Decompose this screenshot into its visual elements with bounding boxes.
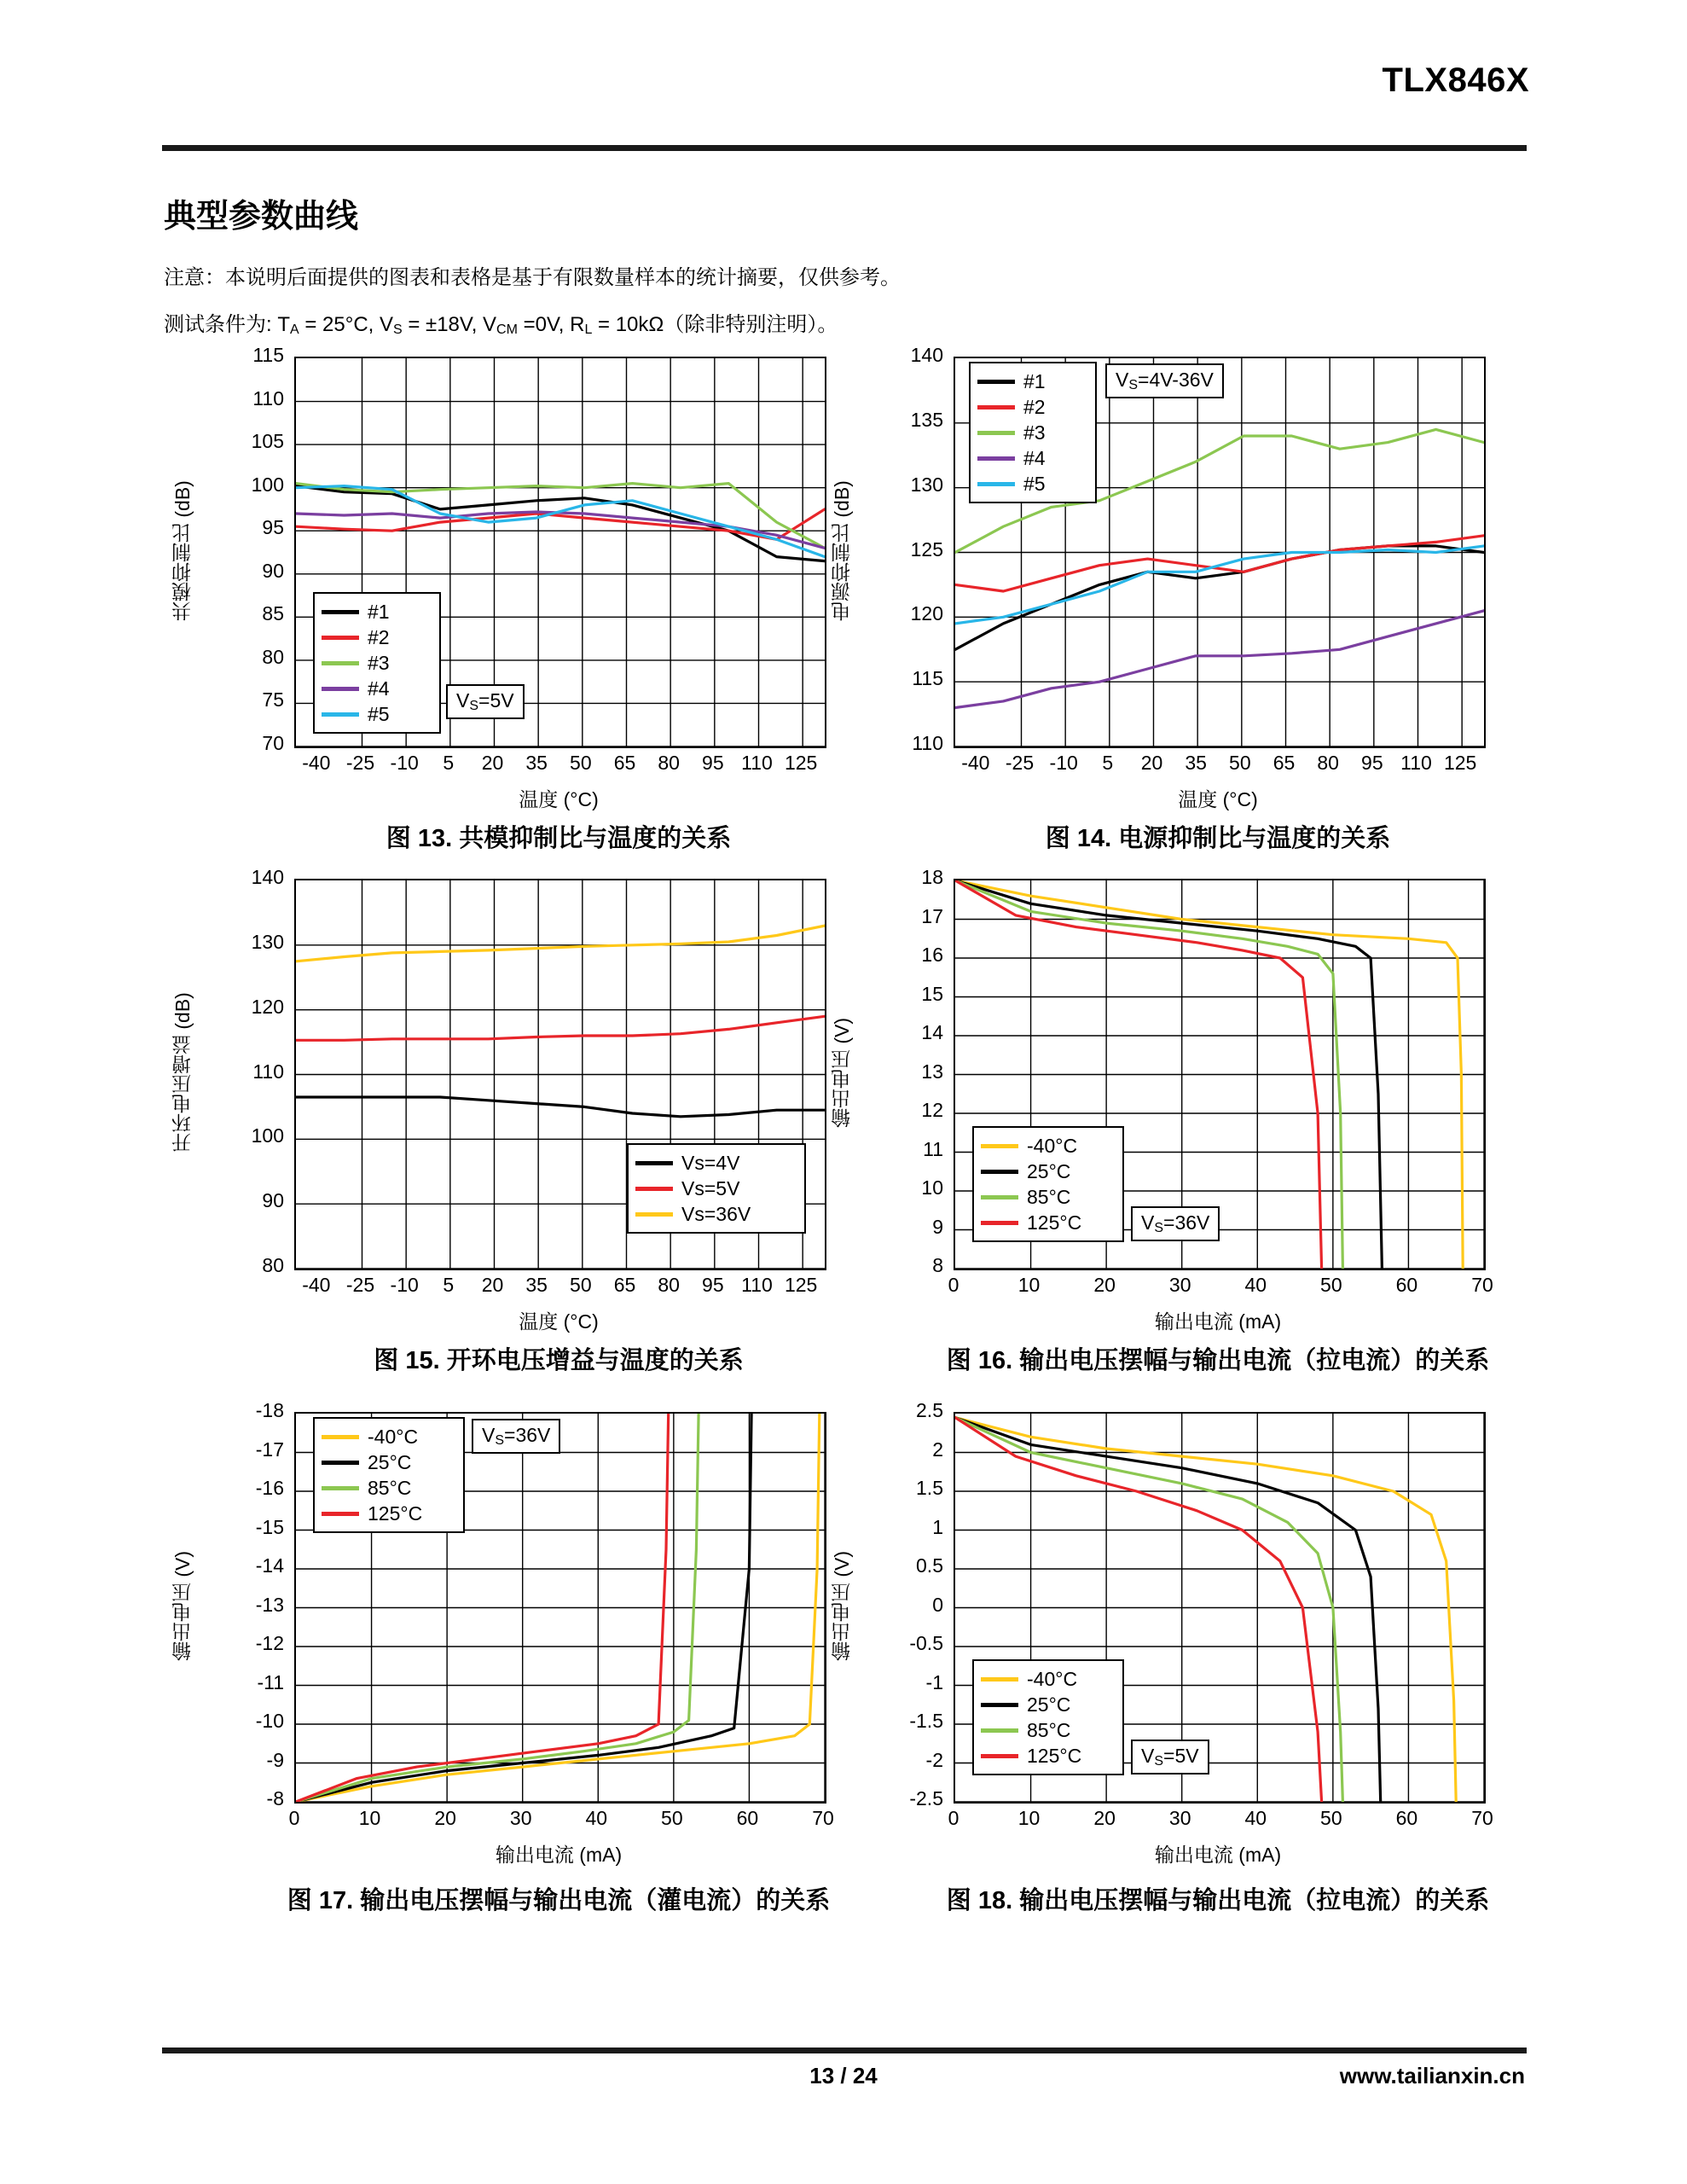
legend-fig17 xyxy=(313,1417,465,1533)
legend-label: Vs=36V xyxy=(681,1202,751,1225)
legend-swatch xyxy=(635,1161,673,1165)
legend-swatch xyxy=(977,380,1015,384)
x-tick: 50 xyxy=(570,1274,592,1296)
y-tick: 130 xyxy=(910,473,943,496)
legend-label: #3 xyxy=(1023,421,1046,444)
header-divider xyxy=(162,145,1527,151)
legend-fig16 xyxy=(972,1126,1124,1242)
legend-item xyxy=(635,1176,796,1201)
legend-swatch xyxy=(322,1512,359,1516)
legend-swatch xyxy=(635,1212,673,1217)
legend-item xyxy=(981,1717,1114,1743)
legend-swatch xyxy=(977,482,1015,486)
note-line-2: 测试条件为: TA = 25°C, VS = ±18V, VCM =0V, RL = 10kΩ（除非特别注明）。 xyxy=(164,313,838,337)
legend-item xyxy=(977,394,1087,420)
condition-tag: VS=36V xyxy=(1131,1206,1220,1241)
legend-label: 85°C xyxy=(1027,1185,1071,1208)
legend-fig15 xyxy=(627,1143,806,1234)
legend-item xyxy=(635,1201,796,1227)
legend-label: #3 xyxy=(368,651,390,674)
x-tick: 65 xyxy=(613,1274,636,1296)
y-tick: 0.5 xyxy=(916,1554,943,1577)
legend-swatch xyxy=(322,712,359,717)
legend-swatch xyxy=(981,1754,1018,1758)
y-tick: -16 xyxy=(255,1477,284,1499)
x-tick: 80 xyxy=(658,752,680,774)
x-tick: 80 xyxy=(1317,752,1339,774)
y-tick: 100 xyxy=(251,1124,284,1147)
y-tick: -8 xyxy=(266,1787,284,1809)
y-tick: 105 xyxy=(251,430,284,453)
figure-caption: 图 16. 输出电压摆幅与输出电流（拉电流）的关系 xyxy=(946,1347,1490,1374)
legend-item xyxy=(322,624,431,650)
x-tick: -25 xyxy=(1005,752,1035,774)
x-tick: 125 xyxy=(1443,752,1477,774)
legend-label: #4 xyxy=(368,677,390,700)
x-tick: 10 xyxy=(358,1807,381,1829)
y-tick: -15 xyxy=(255,1515,284,1538)
figure-caption: 图 14. 电源抑制比与温度的关系 xyxy=(1045,825,1391,852)
legend-item xyxy=(981,1210,1114,1235)
y-axis-label: 共模抑制比 (dB) xyxy=(171,480,194,621)
x-axis-label: 输出电流 (mA) xyxy=(1154,1844,1282,1866)
legend-item xyxy=(977,420,1087,445)
x-tick: 5 xyxy=(1102,752,1114,774)
figure-caption: 图 15. 开环电压增益与温度的关系 xyxy=(374,1347,744,1374)
footer-page-number: 13 / 24 xyxy=(809,2063,878,2088)
legend-label: 85°C xyxy=(1027,1718,1071,1741)
legend-swatch xyxy=(322,687,359,691)
x-tick: 20 xyxy=(434,1807,456,1829)
y-tick: 90 xyxy=(262,1189,284,1212)
legend-label: Vs=5V xyxy=(681,1176,740,1199)
legend-label: 125°C xyxy=(368,1502,423,1525)
x-tick: 65 xyxy=(613,752,636,774)
condition-tag: VS=36V xyxy=(472,1419,560,1454)
y-tick: 16 xyxy=(921,944,943,966)
x-tick: 0 xyxy=(948,1807,959,1829)
y-tick: 17 xyxy=(921,904,943,927)
x-tick: 70 xyxy=(812,1807,834,1829)
y-tick: 15 xyxy=(921,982,943,1005)
legend-label: #4 xyxy=(1023,446,1046,469)
x-tick: 95 xyxy=(702,1274,724,1296)
legend-item xyxy=(977,471,1087,497)
legend-item xyxy=(981,1133,1114,1159)
x-tick: 60 xyxy=(1395,1274,1418,1296)
legend-label: #2 xyxy=(368,625,390,648)
y-tick: 125 xyxy=(910,537,943,561)
legend-swatch xyxy=(322,1461,359,1465)
y-tick: 115 xyxy=(252,344,284,366)
legend-swatch xyxy=(981,1144,1018,1148)
x-tick: 50 xyxy=(1320,1274,1342,1296)
y-tick: -18 xyxy=(255,1399,284,1421)
x-tick: -40 xyxy=(961,752,990,774)
y-tick: 95 xyxy=(262,516,284,539)
x-tick: 30 xyxy=(509,1807,532,1829)
y-tick: 14 xyxy=(921,1021,943,1043)
x-tick: -10 xyxy=(390,752,419,774)
legend-label: 125°C xyxy=(1027,1211,1082,1234)
x-tick: 40 xyxy=(585,1807,608,1829)
y-tick: 1.5 xyxy=(916,1477,943,1499)
y-axis-label: 输出电压 (V) xyxy=(831,1017,853,1129)
x-tick: 20 xyxy=(481,752,504,774)
y-tick: 13 xyxy=(921,1060,943,1083)
x-tick: 5 xyxy=(443,752,455,774)
legend-item xyxy=(322,1501,455,1526)
legend-swatch xyxy=(322,610,359,614)
legend-label: 25°C xyxy=(1027,1693,1071,1716)
x-axis-label: 温度 (°C) xyxy=(519,788,599,810)
x-tick: -10 xyxy=(1049,752,1078,774)
x-tick: 40 xyxy=(1244,1274,1267,1296)
section-title: 典型参数曲线 xyxy=(164,199,359,235)
y-tick: 80 xyxy=(262,1254,284,1276)
x-tick: 40 xyxy=(1244,1807,1267,1829)
legend-swatch xyxy=(977,431,1015,435)
x-tick: -10 xyxy=(390,1274,419,1296)
x-tick: 5 xyxy=(443,1274,455,1296)
y-tick: -0.5 xyxy=(909,1632,943,1654)
y-tick: 115 xyxy=(912,667,943,690)
note-line-1: 注意：本说明后面提供的图表和表格是基于有限数量样本的统计摘要，仅供参考。 xyxy=(164,266,901,289)
legend-item xyxy=(635,1150,796,1176)
legend-label: #5 xyxy=(368,702,390,725)
legend-swatch xyxy=(322,661,359,665)
legend-item xyxy=(322,1475,455,1501)
x-tick: 65 xyxy=(1272,752,1296,774)
y-axis-label: 输出电压 (V) xyxy=(831,1550,853,1662)
x-tick: 50 xyxy=(570,752,592,774)
x-tick: 95 xyxy=(702,752,724,774)
x-tick: 125 xyxy=(784,1274,818,1296)
y-tick: 135 xyxy=(910,408,943,431)
series-#2 xyxy=(955,536,1484,591)
x-tick: -40 xyxy=(302,752,331,774)
condition-tag: VS=5V xyxy=(446,684,525,719)
x-axis-label: 温度 (°C) xyxy=(519,1310,599,1333)
y-tick: 90 xyxy=(262,559,284,582)
x-tick: 35 xyxy=(1185,752,1207,774)
y-axis-label: 电源抑制比 (dB) xyxy=(831,480,853,621)
legend-item xyxy=(322,701,431,727)
legend-swatch xyxy=(322,636,359,640)
series-#4 xyxy=(955,611,1484,708)
legend-swatch xyxy=(322,1486,359,1490)
x-tick: 35 xyxy=(525,752,548,774)
legend-swatch xyxy=(977,405,1015,410)
x-tick: 20 xyxy=(481,1274,504,1296)
figure-caption: 图 18. 输出电压摆幅与输出电流（拉电流）的关系 xyxy=(946,1887,1490,1914)
x-tick: 0 xyxy=(288,1807,300,1829)
y-tick: -2.5 xyxy=(909,1787,943,1809)
y-tick: 140 xyxy=(910,344,943,366)
x-tick: 10 xyxy=(1017,1807,1041,1829)
figure-caption: 图 13. 共模抑制比与温度的关系 xyxy=(386,825,732,852)
x-tick: 110 xyxy=(1400,752,1432,774)
legend-item xyxy=(322,676,431,701)
legend-label: #2 xyxy=(1023,395,1046,418)
legend-swatch xyxy=(981,1195,1018,1199)
x-tick: 110 xyxy=(741,752,773,774)
y-tick: 2.5 xyxy=(916,1399,943,1421)
legend-swatch xyxy=(322,1435,359,1439)
y-tick: 110 xyxy=(252,1060,284,1083)
y-tick: -11 xyxy=(257,1670,284,1693)
y-tick: 11 xyxy=(923,1137,943,1160)
y-axis-label: 开环电压增益 (dB) xyxy=(171,992,194,1153)
y-tick: -12 xyxy=(255,1632,284,1654)
y-tick: -1 xyxy=(925,1670,943,1693)
x-tick: -25 xyxy=(345,1274,375,1296)
condition-tag: VS=5V xyxy=(1131,1740,1209,1774)
y-tick: 110 xyxy=(252,386,284,410)
legend-label: 25°C xyxy=(368,1450,412,1473)
y-tick: 75 xyxy=(262,688,284,712)
x-tick: 110 xyxy=(741,1274,773,1296)
y-tick: 18 xyxy=(921,866,943,888)
series-Vs=4V xyxy=(296,1097,825,1117)
y-tick: -10 xyxy=(255,1710,284,1732)
series-Vs=5V xyxy=(296,1016,825,1040)
x-tick: 60 xyxy=(1395,1807,1418,1829)
x-tick: 30 xyxy=(1168,1274,1191,1296)
legend-item xyxy=(322,1449,455,1475)
y-tick: 8 xyxy=(932,1254,943,1276)
series-Vs=36V xyxy=(296,926,825,961)
y-tick: 70 xyxy=(262,732,284,754)
x-tick: 0 xyxy=(948,1274,959,1296)
legend-item xyxy=(981,1184,1114,1210)
y-tick: 12 xyxy=(921,1099,943,1121)
legend-label: -40°C xyxy=(368,1425,419,1448)
legend-item xyxy=(977,369,1087,394)
legend-label: -40°C xyxy=(1027,1134,1078,1157)
legend-item xyxy=(322,599,431,624)
x-tick: 125 xyxy=(784,752,818,774)
x-axis-label: 输出电流 (mA) xyxy=(495,1844,623,1866)
y-tick: 140 xyxy=(251,866,284,888)
x-tick: 70 xyxy=(1471,1274,1493,1296)
x-tick: 50 xyxy=(661,1807,683,1829)
legend-swatch xyxy=(981,1677,1018,1682)
x-axis-label: 输出电流 (mA) xyxy=(1154,1310,1282,1333)
legend-swatch xyxy=(981,1221,1018,1225)
legend-label: 125°C xyxy=(1027,1744,1082,1767)
y-tick: 100 xyxy=(251,473,284,496)
x-tick: 20 xyxy=(1093,1807,1116,1829)
y-tick: 130 xyxy=(251,930,284,953)
legend-label: 85°C xyxy=(368,1476,412,1499)
legend-label: #1 xyxy=(368,600,390,623)
y-tick: -2 xyxy=(925,1748,943,1771)
legend-swatch xyxy=(977,456,1015,461)
legend-swatch xyxy=(635,1187,673,1191)
x-tick: 80 xyxy=(658,1274,680,1296)
legend-label: #1 xyxy=(1023,369,1046,392)
legend-fig14 xyxy=(969,362,1097,503)
condition-tag: VS=4V-36V xyxy=(1105,363,1224,398)
legend-item xyxy=(981,1159,1114,1184)
footer-divider xyxy=(162,2048,1527,2053)
y-tick: 80 xyxy=(262,645,284,668)
x-tick: 20 xyxy=(1093,1274,1116,1296)
y-tick: 120 xyxy=(910,602,943,625)
x-tick: 30 xyxy=(1168,1807,1191,1829)
y-tick: 1 xyxy=(932,1515,943,1538)
y-tick: 85 xyxy=(262,602,284,625)
y-tick: 9 xyxy=(932,1215,943,1238)
x-tick: 10 xyxy=(1017,1274,1041,1296)
y-axis-label: 输出电压 (V) xyxy=(171,1550,194,1662)
legend-item xyxy=(322,1424,455,1449)
legend-label: -40°C xyxy=(1027,1667,1078,1690)
x-tick: -40 xyxy=(302,1274,331,1296)
y-tick: -1.5 xyxy=(909,1710,943,1732)
legend-swatch xyxy=(981,1703,1018,1707)
y-tick: 10 xyxy=(921,1176,943,1199)
x-tick: 70 xyxy=(1471,1807,1493,1829)
page-header-part: TLX846X xyxy=(1382,61,1529,99)
y-tick: 120 xyxy=(251,995,284,1018)
legend-fig18 xyxy=(972,1659,1124,1775)
x-tick: 50 xyxy=(1320,1807,1342,1829)
legend-item xyxy=(322,650,431,676)
x-tick: -25 xyxy=(345,752,375,774)
figure-caption: 图 17. 输出电压摆幅与输出电流（灌电流）的关系 xyxy=(287,1887,831,1914)
legend-fig13 xyxy=(313,592,441,734)
x-axis-label: 温度 (°C) xyxy=(1178,788,1258,810)
legend-item xyxy=(981,1666,1114,1692)
legend-label: 25°C xyxy=(1027,1159,1071,1182)
y-tick: 0 xyxy=(932,1593,943,1616)
legend-item xyxy=(981,1692,1114,1717)
legend-item xyxy=(977,445,1087,471)
x-tick: 95 xyxy=(1361,752,1383,774)
footer-website: www.tailianxin.cn xyxy=(1339,2063,1525,2088)
x-tick: 50 xyxy=(1229,752,1251,774)
legend-item xyxy=(981,1743,1114,1769)
y-tick: -17 xyxy=(255,1438,284,1461)
legend-swatch xyxy=(981,1728,1018,1733)
x-tick: 60 xyxy=(736,1807,759,1829)
legend-label: Vs=4V xyxy=(681,1151,740,1174)
y-tick: -9 xyxy=(266,1748,284,1771)
series-#1 xyxy=(955,546,1484,649)
x-tick: 20 xyxy=(1140,752,1163,774)
legend-swatch xyxy=(981,1170,1018,1174)
y-tick: -14 xyxy=(255,1554,284,1577)
y-tick: -13 xyxy=(255,1593,284,1616)
x-tick: 35 xyxy=(525,1274,548,1296)
legend-label: #5 xyxy=(1023,472,1046,495)
y-tick: 2 xyxy=(932,1438,943,1461)
y-tick: 110 xyxy=(912,732,943,754)
